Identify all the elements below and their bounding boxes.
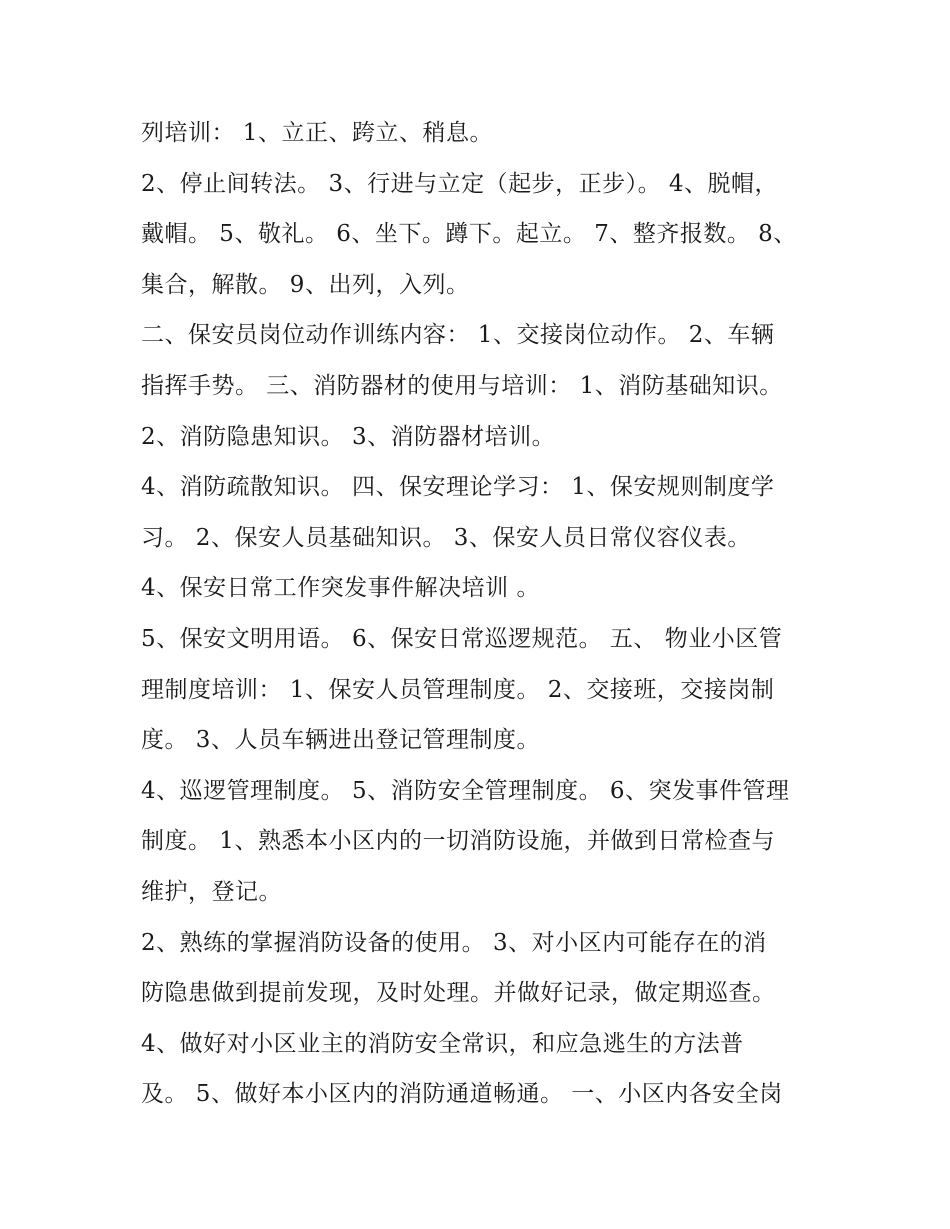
- text-line-1: 列培训： 1、立正、跨立、稍息。: [141, 120, 493, 146]
- text-line-3: 戴帽。 5、敬礼。 6、坐下。蹲下。起立。 7、整齐报数。 8、: [141, 221, 797, 248]
- text-line-9: 习。 2、保安人员基础知识。 3、保安人员日常仪容仪表。: [141, 524, 751, 551]
- text-line-2: 2、停止间转法。 3、行进与立定（起步，正步）。 4、脱帽，: [141, 170, 779, 197]
- text-line-19: 4、做好对小区业主的消防安全常识，和应急逃生的方法普: [141, 1030, 744, 1057]
- text-line-20: 及。 5、做好本小区内的消防通道畅通。 一、小区内各安全岗: [141, 1081, 783, 1108]
- text-line-13: 度。 3、人员车辆进出登记管理制度。: [141, 727, 540, 754]
- text-line-17: 2、熟练的掌握消防设备的使用。 3、对小区内可能存在的消: [141, 929, 767, 956]
- text-line-4: 集合，解散。 9、出列，入列。: [141, 271, 470, 298]
- text-line-14: 4、巡逻管理制度。 5、消防安全管理制度。 6、突发事件管理: [141, 777, 790, 804]
- text-line-10: 4、保安日常工作突发事件解决培训 。: [141, 575, 540, 602]
- text-line-7: 2、消防隐患知识。 3、消防器材培训。: [141, 423, 556, 450]
- text-line-16: 维护，登记。: [141, 878, 282, 905]
- text-line-12: 理制度培训： 1、保安人员管理制度。 2、交接班，交接岗制: [141, 676, 775, 703]
- text-line-11: 5、保安文明用语。 6、保安日常巡逻规范。 五、 物业小区管: [141, 625, 783, 652]
- text-line-8: 4、消防疏散知识。 四、保安理论学习： 1、保安规则制度学: [141, 474, 775, 501]
- body-text: [141, 108, 831, 1120]
- text-line-15: 制度。 1、熟悉本小区内的一切消防设施，并做到日常检查与: [141, 828, 775, 855]
- text-line-18: 防隐患做到提前发现，及时处理。并做好记录，做定期巡查。: [141, 980, 776, 1007]
- text-line-6: 指挥手势。 三、消防器材的使用与培训： 1、消防基础知识。: [141, 372, 783, 399]
- text-line-5: 二、保安员岗位动作训练内容： 1、交接岗位动作。 2、车辆: [141, 322, 775, 349]
